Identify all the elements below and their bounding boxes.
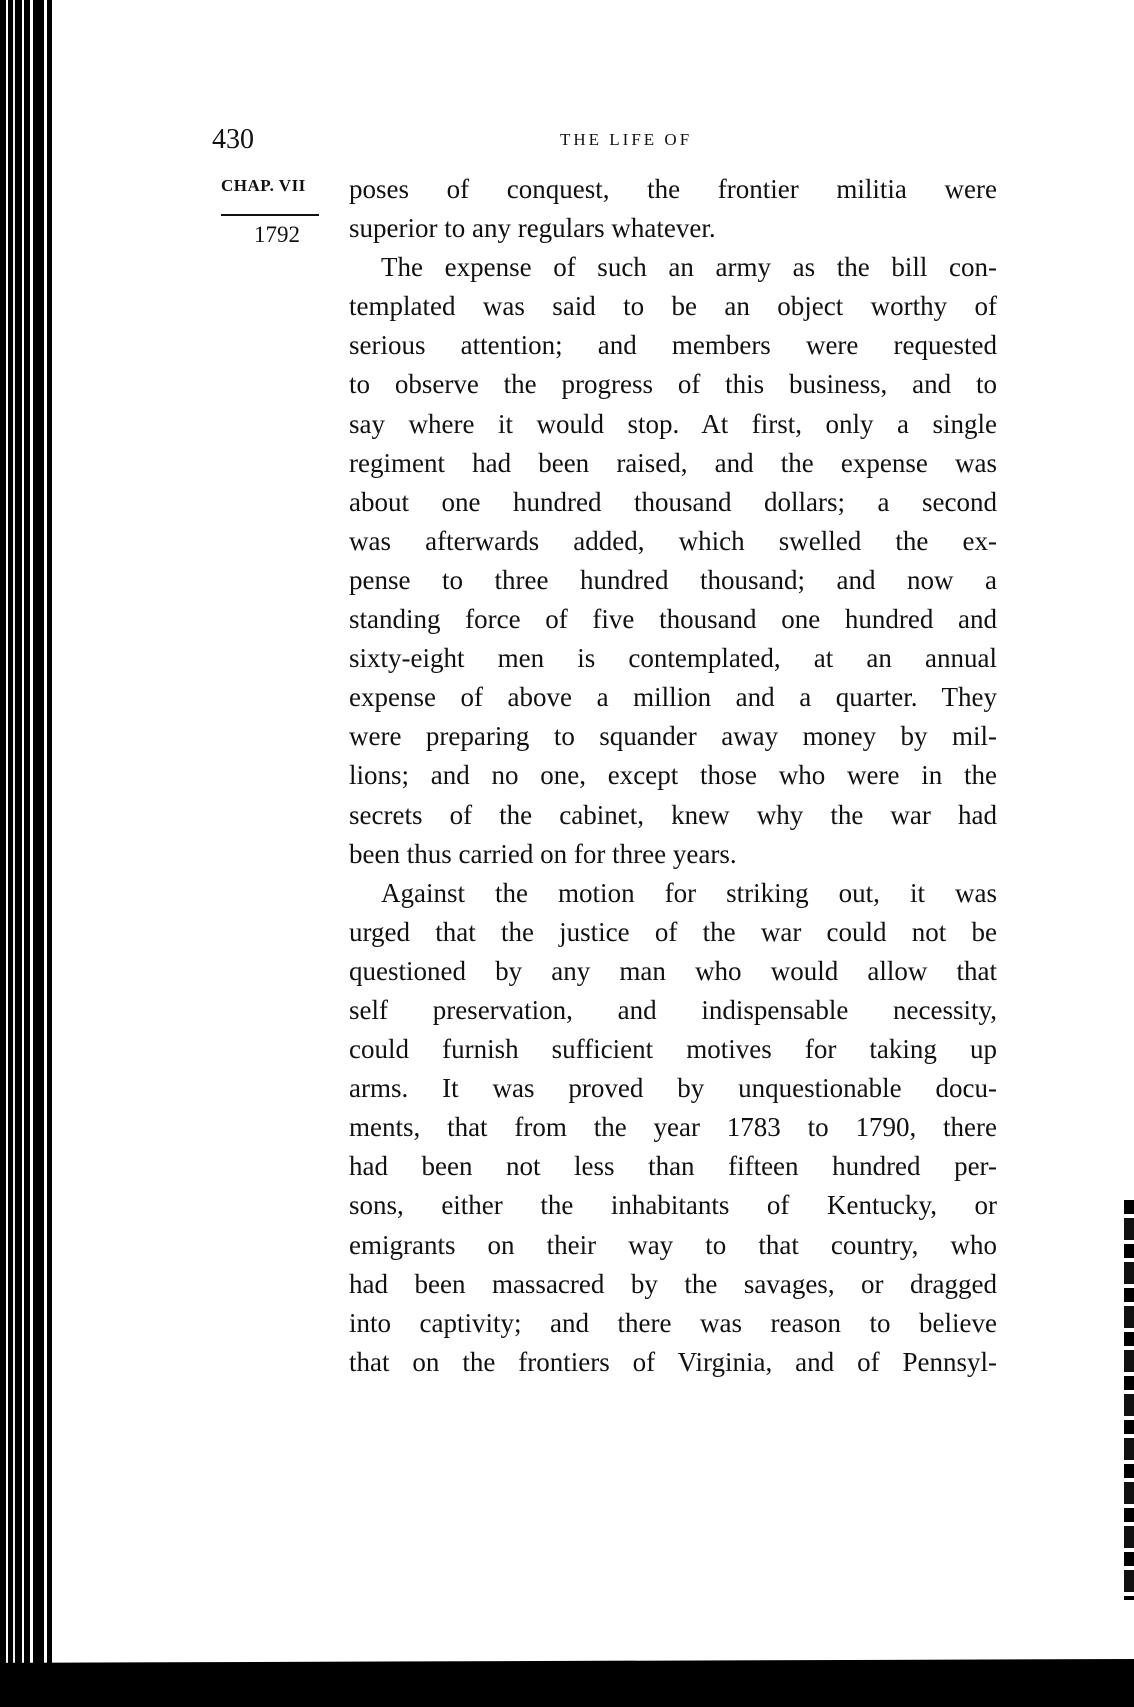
text-line: secrets of the cabinet, knew why the war had	[349, 799, 997, 830]
text-line: questioned by any man who would allow that	[349, 955, 997, 986]
text-line: sons, either the inhabitants of Kentucky, or	[349, 1190, 997, 1221]
text-line: sixty-eight men is contemplated, at an annual	[349, 643, 997, 674]
text-line: urged that the justice of the war could not be	[349, 916, 997, 947]
text-line: had been massacred by the savages, or dragged	[349, 1268, 997, 1299]
text-line: self preservation, and indispensable necessity,	[349, 994, 997, 1025]
text-line: templated was said to be an object worthy of	[349, 291, 997, 322]
text-line: arms. It was proved by unquestionable docu-	[349, 1073, 997, 1104]
margin-year: 1792	[254, 222, 300, 247]
text-line: to observe the progress of this business, and to	[349, 369, 997, 400]
text-line: that on the frontiers of Virginia, and of Pennsyl-	[349, 1346, 997, 1377]
margin-rule	[221, 214, 319, 216]
text-line: say where it would stop. At first, only a single	[349, 408, 997, 439]
text-line: emigrants on their way to that country, who	[349, 1229, 997, 1260]
scan-border	[0, 1659, 1134, 1707]
text-line: had been not less than fifteen hundred per-	[349, 1151, 997, 1182]
running-head: THE LIFE OF	[560, 130, 693, 149]
text-line: pense to three hundred thousand; and now a	[349, 564, 997, 595]
text-line: superior to any regulars whatever.	[349, 213, 716, 244]
margin-chapter: CHAP. VII	[221, 176, 306, 195]
text-line: standing force of five thousand one hundred and	[349, 604, 997, 635]
body-text	[349, 170, 997, 1382]
text-line: about one hundred thousand dollars; a second	[349, 486, 997, 517]
text-line: was afterwards added, which swelled the ex-	[349, 525, 997, 556]
text-line: serious attention; and members were requested	[349, 330, 997, 361]
text-line: regiment had been raised, and the expense was	[349, 447, 997, 478]
text-line: expense of above a million and a quarter. They	[349, 682, 997, 713]
text-line: were preparing to squander away money by mil-	[349, 721, 997, 752]
page-edge-shadow	[1124, 1200, 1134, 1600]
text-line: lions; and no one, except those who were in the	[349, 760, 997, 791]
text-line: into captivity; and there was reason to believe	[349, 1307, 997, 1338]
text-line: been thus carried on for three years.	[349, 838, 737, 869]
text-line: The expense of such an army as the bill con-	[381, 252, 997, 283]
text-line: ments, that from the year 1783 to 1790, there	[349, 1112, 997, 1143]
text-line: could furnish sufficient motives for taking up	[349, 1034, 997, 1065]
book-binding-edge	[0, 0, 62, 1707]
page-number: 430	[212, 124, 254, 155]
text-line: Against the motion for striking out, it was	[381, 877, 997, 908]
text-line: poses of conquest, the frontier militia were	[349, 174, 997, 204]
